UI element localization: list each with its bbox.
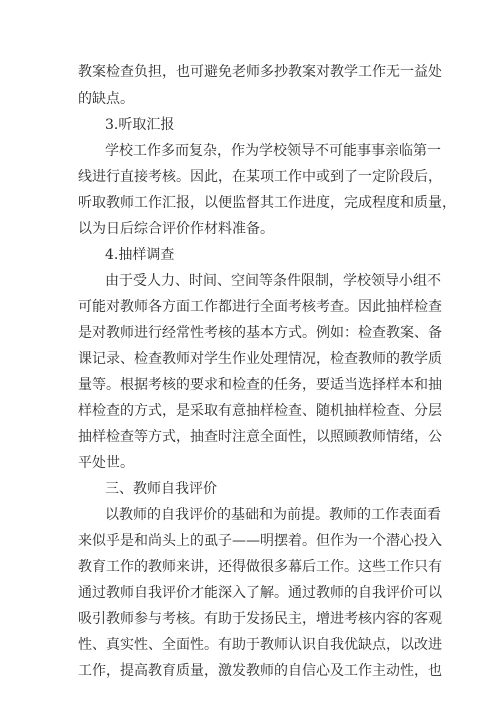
paragraph-line: 以教师的自我评价的基础和为前提。教师的工作表面看 (105, 507, 441, 523)
paragraph-line: 听取教师工作汇报，以便监督其工作进度，完成程度和质量， (78, 195, 456, 211)
paragraph-line: 量等。根据考核的要求和检查的任务，要适当选择样本和抽 (78, 377, 442, 393)
paragraph-line: 平处世。 (78, 455, 134, 471)
paragraph-line: 抽样检查等方式，抽查时注意全面性，以照顾教师情绪，公 (78, 429, 442, 445)
paragraph-line: 的缺点。 (78, 91, 134, 107)
paragraph-line: 教育工作的教师来讲，还得做很多幕后工作。这些工作只有 (78, 559, 442, 575)
paragraph-line: 由于受人力、时间、空间等条件限制，学校领导小组不 (105, 273, 441, 289)
paragraph-line: 是对教师进行经常性考核的基本方式。例如：检查教案、备 (78, 325, 442, 341)
section-heading-sampling: 4.抽样调查 (105, 247, 175, 263)
section-heading-listen-report: 3.听取汇报 (105, 117, 175, 133)
paragraph-line: 通过教师自我评价才能深入了解。通过教师的自我评价可以 (78, 585, 442, 601)
paragraph-line: 工作，提高教育质量，激发教师的自信心及工作主动性，也 (78, 663, 442, 679)
section-heading-self-evaluation: 三、教师自我评价 (105, 481, 217, 497)
paragraph-line: 以为日后综合评价作材料准备。 (78, 221, 274, 237)
paragraph-line: 来似乎是和尚头上的虱子——明摆着。但作为一个潜心投入 (78, 533, 442, 549)
paragraph-line: 课记录、检查教师对学生作业处理情况，检查教师的教学质 (78, 351, 442, 367)
paragraph-line: 教案检查负担，也可避免老师多抄教案对教学工作无一益处 (78, 64, 442, 80)
paragraph-line: 样检查的方式，是采取有意抽样检查、随机抽样检查、分层 (78, 403, 442, 419)
paragraph-line: 线进行直接考核。因此，在某项工作中或到了一定阶段后， (78, 169, 442, 185)
paragraph-line: 性、真实性、全面性。有助于教师认识自我优缺点，以改进 (78, 637, 442, 653)
paragraph-line: 吸引教师参与考核。有助于发扬民主，增进考核内容的客观 (78, 611, 442, 627)
paragraph-line: 可能对教师各方面工作都进行全面考核考查。因此抽样检查 (78, 299, 442, 315)
paragraph-line: 学校工作多而复杂，作为学校领导不可能事事亲临第一 (105, 143, 441, 159)
